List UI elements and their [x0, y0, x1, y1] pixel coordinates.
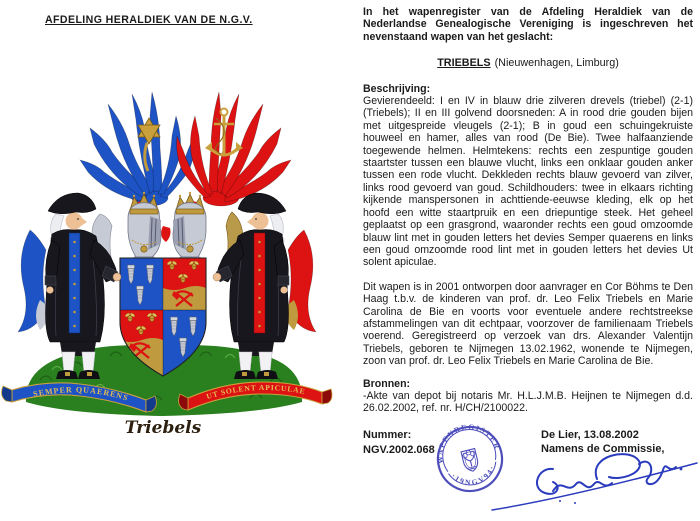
number-label: Nummer: — [363, 429, 412, 441]
family-name: TRIEBELS — [437, 57, 491, 70]
helmet-right — [173, 192, 206, 264]
crest-wings-right — [177, 92, 291, 206]
family-origin: (Nieuwenhagen, Limburg) — [494, 57, 619, 70]
hand-right — [213, 273, 221, 281]
description-label: Beschrijving: — [363, 82, 431, 95]
hand-left — [113, 273, 121, 281]
mantling-outer-right — [286, 230, 316, 332]
motto-right-text: UT SOLENT APICULAE — [205, 382, 307, 401]
mantling-outer-left — [18, 230, 48, 332]
sources-text: -Akte van depot bij notaris Mr. H.L.J.M.B. Heijnen te Nijmegen d.d. 26.02.2002, ref. nr. H/CH/2100022. — [363, 389, 693, 415]
motto-left-text: SEMPER QUAERENS — [32, 385, 130, 403]
helmet-left — [128, 192, 161, 264]
department-header: AFDELING HERALDIEK VAN DE N.G.V. — [45, 14, 253, 26]
signature — [460, 440, 700, 521]
family-heading — [363, 57, 693, 69]
waistcoat-right — [254, 233, 265, 333]
mantling-red-center — [161, 226, 170, 242]
coat-of-arms-illustration — [0, 78, 345, 458]
description-text: Gevierendeeld: I en IV in blauw drie zilveren drevels (triebel) (2-1) (Triebels); II en III golvend doorsneden: A in rood drie gouden bijen met uitgespreide vleugels (2-1); B in goud een schuingekruiste houweel en hamer, alles van rood (De Bie). Twee halfaanziende toegewende helmen. Helmtekens: rechts een zespuntige gouden staartster tussen een blauwe vlucht, links een onklaar gouden anker tussen een rode vlucht. Dekkleden rechts blauw gevoerd van zilver, links rood gevoerd van goud. Schildhouders: twee in elkaars richting kijkende manspersonen in achttiende-eeuwse kleding, elk op het hoofd een witte staartpruik en een driepuntige steek. Het geheel geplaatst op een grasgrond, waaronder rechts een goud omzoomde blauw lint met in gouden letters het devies Semper quaerens en links een goud omzoomde rood lint met in gouden letters het devies Ut solent apiculae. — [363, 95, 693, 269]
place-date: De Lier, 13.08.2002 — [541, 429, 639, 441]
register-intro: In het wapenregister van de Afdeling Heraldiek van de Nederlandse Genealogische Vereniging is ingeschreven het nevenstaand wapen van het geslacht: — [363, 6, 693, 43]
registration-number-block — [363, 428, 435, 458]
waistcoat-left — [69, 233, 80, 333]
stamp-bottom-text: ·19NGV94· — [449, 463, 498, 488]
register-text-column — [363, 6, 693, 415]
on-behalf: Namens de Commissie, — [541, 443, 665, 455]
sources-label: Bronnen: — [363, 377, 411, 390]
history-text: Dit wapen is in 2001 ontworpen door aanvrager en Cor Böhms te Den Haag t.b.v. de kinderen van prof. dr. Leo Felix Triebels en Marie Carolina de Bie en voorts voor eventuele andere rechtstreekse afstammelingen van dit echtpaar, voorzover de familienaam Triebels voerend. Geregistreerd op verzoek van drs. Alexander Valentijn Triebels, geboren te Nijmegen 13.02.1962, wonende te Nijmegen, zoon van prof. dr. Leo Felix Triebels en Marie Carolina de Bie. — [363, 280, 693, 368]
number-value: NGV.2002.068 — [363, 444, 435, 456]
family-name-caption: Triebels — [124, 418, 202, 438]
stamp-top-text: WAPENREGISTER — [435, 422, 502, 465]
anchor-icon — [205, 109, 243, 157]
